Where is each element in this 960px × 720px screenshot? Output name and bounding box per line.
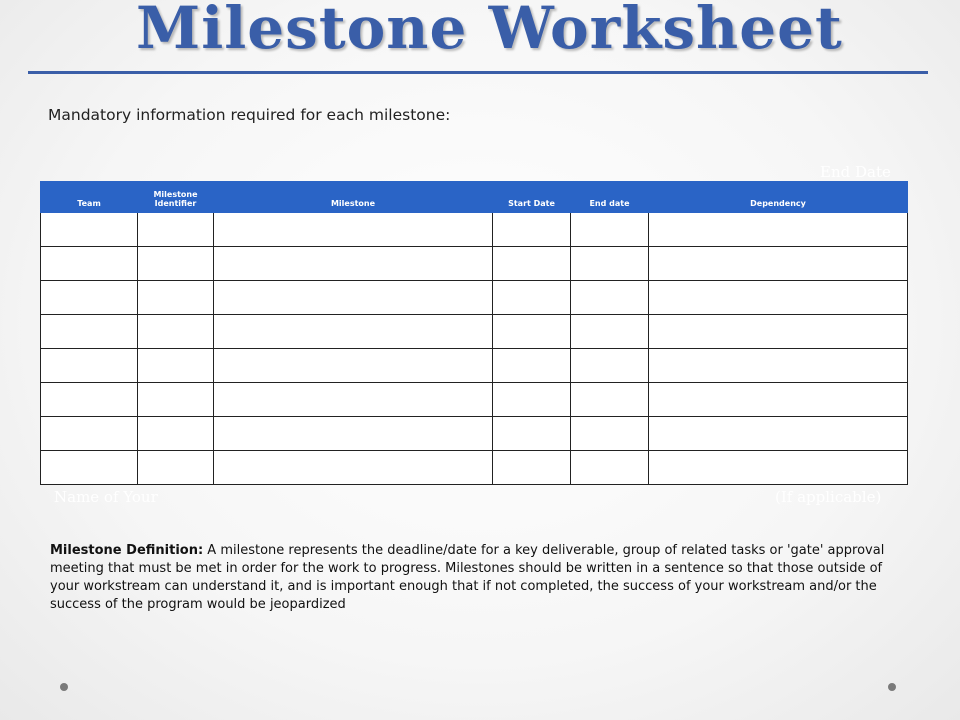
ghost-if-applicable-text: (If applicable) bbox=[775, 488, 882, 506]
cell-start-date[interactable] bbox=[493, 417, 571, 451]
cell-milestone[interactable] bbox=[214, 213, 493, 247]
cell-team[interactable] bbox=[41, 315, 138, 349]
bullet-dot-right bbox=[888, 683, 896, 691]
cell-dependency[interactable] bbox=[649, 417, 908, 451]
definition-label: Milestone Definition: bbox=[50, 543, 204, 558]
cell-milestone[interactable] bbox=[214, 247, 493, 281]
cell-dependency[interactable] bbox=[649, 315, 908, 349]
cell-dependency[interactable] bbox=[649, 451, 908, 485]
page-title: Milestone Worksheet bbox=[136, 0, 843, 62]
ghost-end-date-text: End Date bbox=[820, 163, 891, 181]
cell-team[interactable] bbox=[41, 213, 138, 247]
cell-dependency[interactable] bbox=[649, 349, 908, 383]
cell-dependency[interactable] bbox=[649, 213, 908, 247]
cell-start-date[interactable] bbox=[493, 247, 571, 281]
cell-end-date[interactable] bbox=[571, 281, 649, 315]
cell-dependency[interactable] bbox=[649, 247, 908, 281]
header-milestone-identifier: Milestone Identifier bbox=[138, 182, 214, 213]
header-milestone: Milestone bbox=[214, 182, 493, 213]
cell-milestone[interactable] bbox=[214, 349, 493, 383]
milestone-definition bbox=[50, 542, 910, 614]
header-start-date: Start Date bbox=[493, 182, 571, 213]
table-row bbox=[41, 451, 908, 485]
cell-end-date[interactable] bbox=[571, 247, 649, 281]
cell-end-date[interactable] bbox=[571, 213, 649, 247]
header-dependency: Dependency bbox=[649, 182, 908, 213]
cell-team[interactable] bbox=[41, 451, 138, 485]
table-row bbox=[41, 383, 908, 417]
cell-team[interactable] bbox=[41, 247, 138, 281]
cell-end-date[interactable] bbox=[571, 315, 649, 349]
cell-team[interactable] bbox=[41, 383, 138, 417]
cell-milestone[interactable] bbox=[214, 451, 493, 485]
ghost-name-of-your-text: Name of Your bbox=[54, 488, 158, 506]
table-row bbox=[41, 315, 908, 349]
cell-milestone-identifier[interactable] bbox=[138, 349, 214, 383]
cell-milestone[interactable] bbox=[214, 417, 493, 451]
cell-milestone-identifier[interactable] bbox=[138, 213, 214, 247]
cell-start-date[interactable] bbox=[493, 281, 571, 315]
cell-dependency[interactable] bbox=[649, 383, 908, 417]
cell-milestone-identifier[interactable] bbox=[138, 417, 214, 451]
cell-end-date[interactable] bbox=[571, 451, 649, 485]
table-row bbox=[41, 247, 908, 281]
header-end-date: End date bbox=[571, 182, 649, 213]
cell-end-date[interactable] bbox=[571, 383, 649, 417]
table-row bbox=[41, 417, 908, 451]
definition-text: A milestone represents the deadline/date for a key deliverable, group of related tasks or 'gate' approval meeting that must be met in order for the work to progress. Milestones should be written in a sentence so that those outside of your workstream can understand it, and is important enough that if not completed, the success of your workstream and/or the success of the program would be jeopardized bbox=[50, 543, 885, 612]
cell-team[interactable] bbox=[41, 349, 138, 383]
cell-dependency[interactable] bbox=[649, 281, 908, 315]
bullet-dot-left bbox=[60, 683, 68, 691]
cell-milestone-identifier[interactable] bbox=[138, 281, 214, 315]
cell-end-date[interactable] bbox=[571, 417, 649, 451]
cell-milestone[interactable] bbox=[214, 383, 493, 417]
cell-milestone-identifier[interactable] bbox=[138, 383, 214, 417]
cell-milestone[interactable] bbox=[214, 281, 493, 315]
cell-start-date[interactable] bbox=[493, 383, 571, 417]
cell-milestone[interactable] bbox=[214, 315, 493, 349]
cell-start-date[interactable] bbox=[493, 315, 571, 349]
cell-team[interactable] bbox=[41, 281, 138, 315]
table-row bbox=[41, 281, 908, 315]
cell-milestone-identifier[interactable] bbox=[138, 315, 214, 349]
table-row bbox=[41, 349, 908, 383]
cell-milestone-identifier[interactable] bbox=[138, 451, 214, 485]
title-underline bbox=[28, 71, 928, 74]
cell-team[interactable] bbox=[41, 417, 138, 451]
cell-milestone-identifier[interactable] bbox=[138, 247, 214, 281]
cell-end-date[interactable] bbox=[571, 349, 649, 383]
cell-start-date[interactable] bbox=[493, 451, 571, 485]
table-header-row bbox=[41, 182, 908, 213]
table-body bbox=[41, 213, 908, 485]
cell-start-date[interactable] bbox=[493, 349, 571, 383]
table-row bbox=[41, 213, 908, 247]
subtitle: Mandatory information required for each milestone: bbox=[48, 106, 451, 124]
header-team: Team bbox=[41, 182, 138, 213]
milestone-table bbox=[40, 181, 908, 485]
cell-start-date[interactable] bbox=[493, 213, 571, 247]
